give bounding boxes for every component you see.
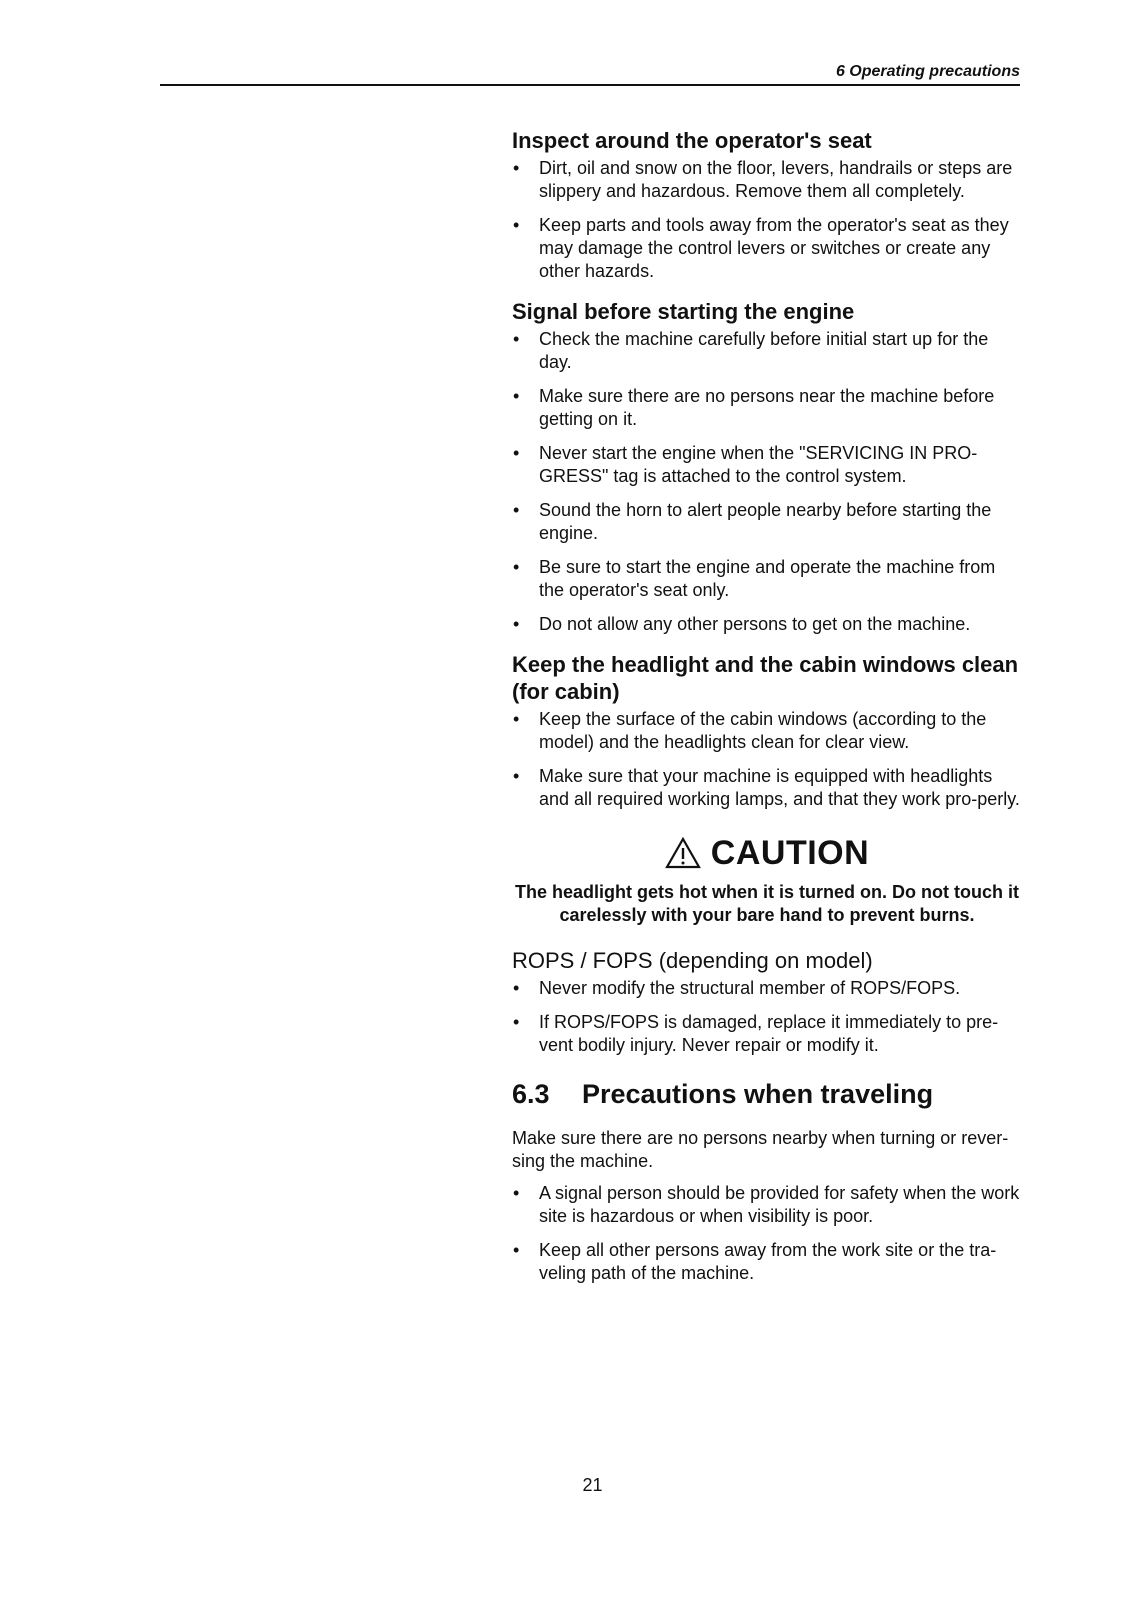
- list-item: [512, 765, 1022, 811]
- list-item: [512, 385, 1022, 431]
- list-item-text: Never modify the structural member of ROPS/FOPS.: [539, 978, 961, 998]
- list-item: [512, 499, 1022, 545]
- list-item-text: Check the machine carefully before initial start up for the day.: [539, 329, 989, 372]
- list-item-text: A signal person should be provided for safety when the work site is hazardous or when visibility is poor.: [539, 1183, 1020, 1226]
- list-item-text: Sound the horn to alert people nearby before starting the engine.: [539, 500, 992, 543]
- list-item-text: Be sure to start the engine and operate the machine from the operator's seat only.: [539, 557, 996, 600]
- chapter-title: Precautions when traveling: [582, 1079, 934, 1109]
- list-item: [512, 977, 1022, 1000]
- section-signal: [512, 298, 1022, 636]
- bullet-icon: •: [513, 386, 520, 406]
- section-heading-signal: Signal before starting the engine: [512, 299, 855, 324]
- list-item-text: If ROPS/FOPS is damaged, replace it immediately to pre-vent bodily injury. Never repair or modify it.: [539, 1012, 999, 1055]
- chapter-number: 6.3: [512, 1079, 550, 1109]
- bullet-icon: •: [513, 1183, 520, 1203]
- bullet-icon: •: [513, 1012, 520, 1032]
- chapter-heading: [512, 1077, 1022, 1111]
- bullet-icon: •: [513, 215, 520, 235]
- list-item: [512, 556, 1022, 602]
- section-traveling: [512, 1077, 1022, 1285]
- list-item: [512, 1011, 1022, 1057]
- bullet-list-rops: [512, 977, 1022, 1057]
- bullet-icon: •: [513, 709, 520, 729]
- section-heading-rops: ROPS / FOPS (depending on model): [512, 948, 873, 973]
- running-header: 6 Operating precautions: [835, 63, 1020, 80]
- bullet-list-signal: [512, 328, 1022, 636]
- list-item-text: Make sure that your machine is equipped with headlights and all required working lamps, and that they work pro-perly.: [539, 766, 1020, 809]
- list-item: [512, 613, 1022, 636]
- list-item-text: Do not allow any other persons to get on the machine.: [539, 614, 971, 634]
- list-item: [512, 442, 1022, 488]
- section-heading-seat: Inspect around the operator's seat: [512, 128, 872, 153]
- section-rops: [512, 947, 1022, 1057]
- section-heading-headlight: Keep the headlight and the cabin windows clean (for cabin): [512, 652, 1019, 704]
- caution-box: [512, 833, 1022, 927]
- bullet-list-seat: [512, 157, 1022, 283]
- bullet-icon: •: [513, 557, 520, 577]
- bullet-icon: •: [513, 158, 520, 178]
- caution-text: The headlight gets hot when it is turned on. Do not touch it carelessly with your bare hand to prevent burns.: [515, 882, 1019, 925]
- main-content: [512, 127, 1022, 1296]
- section-seat: [512, 127, 1022, 283]
- list-item-text: Keep the surface of the cabin windows (according to the model) and the headlights clean for clear view.: [539, 709, 987, 752]
- bullet-icon: •: [513, 443, 520, 463]
- list-item: [512, 1239, 1022, 1285]
- bullet-icon: •: [513, 329, 520, 349]
- caution-label: CAUTION: [710, 834, 870, 872]
- bullet-icon: •: [513, 614, 520, 634]
- list-item: [512, 157, 1022, 203]
- caution-title: [512, 833, 1022, 873]
- section-headlight: [512, 651, 1022, 811]
- bullet-list-traveling: [512, 1182, 1022, 1285]
- list-item-text: Never start the engine when the "SERVICING IN PRO-GRESS" tag is attached to the control system.: [539, 443, 978, 486]
- intro-paragraph: Make sure there are no persons nearby when turning or rever-sing the machine.: [512, 1128, 1009, 1171]
- header-rule: [160, 84, 1020, 86]
- list-item: [512, 708, 1022, 754]
- bullet-list-headlight: [512, 708, 1022, 811]
- list-item-text: Make sure there are no persons near the machine before getting on it.: [539, 386, 995, 429]
- list-item-text: Dirt, oil and snow on the floor, levers, handrails or steps are slippery and hazardous. Remove them all completely.: [539, 158, 1013, 201]
- list-item-text: Keep parts and tools away from the operator's seat as they may damage the control levers or switches or create any other hazards.: [539, 215, 1009, 281]
- list-item: [512, 1182, 1022, 1228]
- bullet-icon: •: [513, 766, 520, 786]
- page-number: 21: [582, 1475, 603, 1495]
- list-item: [512, 328, 1022, 374]
- bullet-icon: •: [513, 978, 520, 998]
- bullet-icon: •: [513, 500, 520, 520]
- warning-triangle-icon: [665, 837, 701, 869]
- list-item: [512, 214, 1022, 283]
- list-item-text: Keep all other persons away from the work site or the tra-veling path of the machine.: [539, 1240, 997, 1283]
- bullet-icon: •: [513, 1240, 520, 1260]
